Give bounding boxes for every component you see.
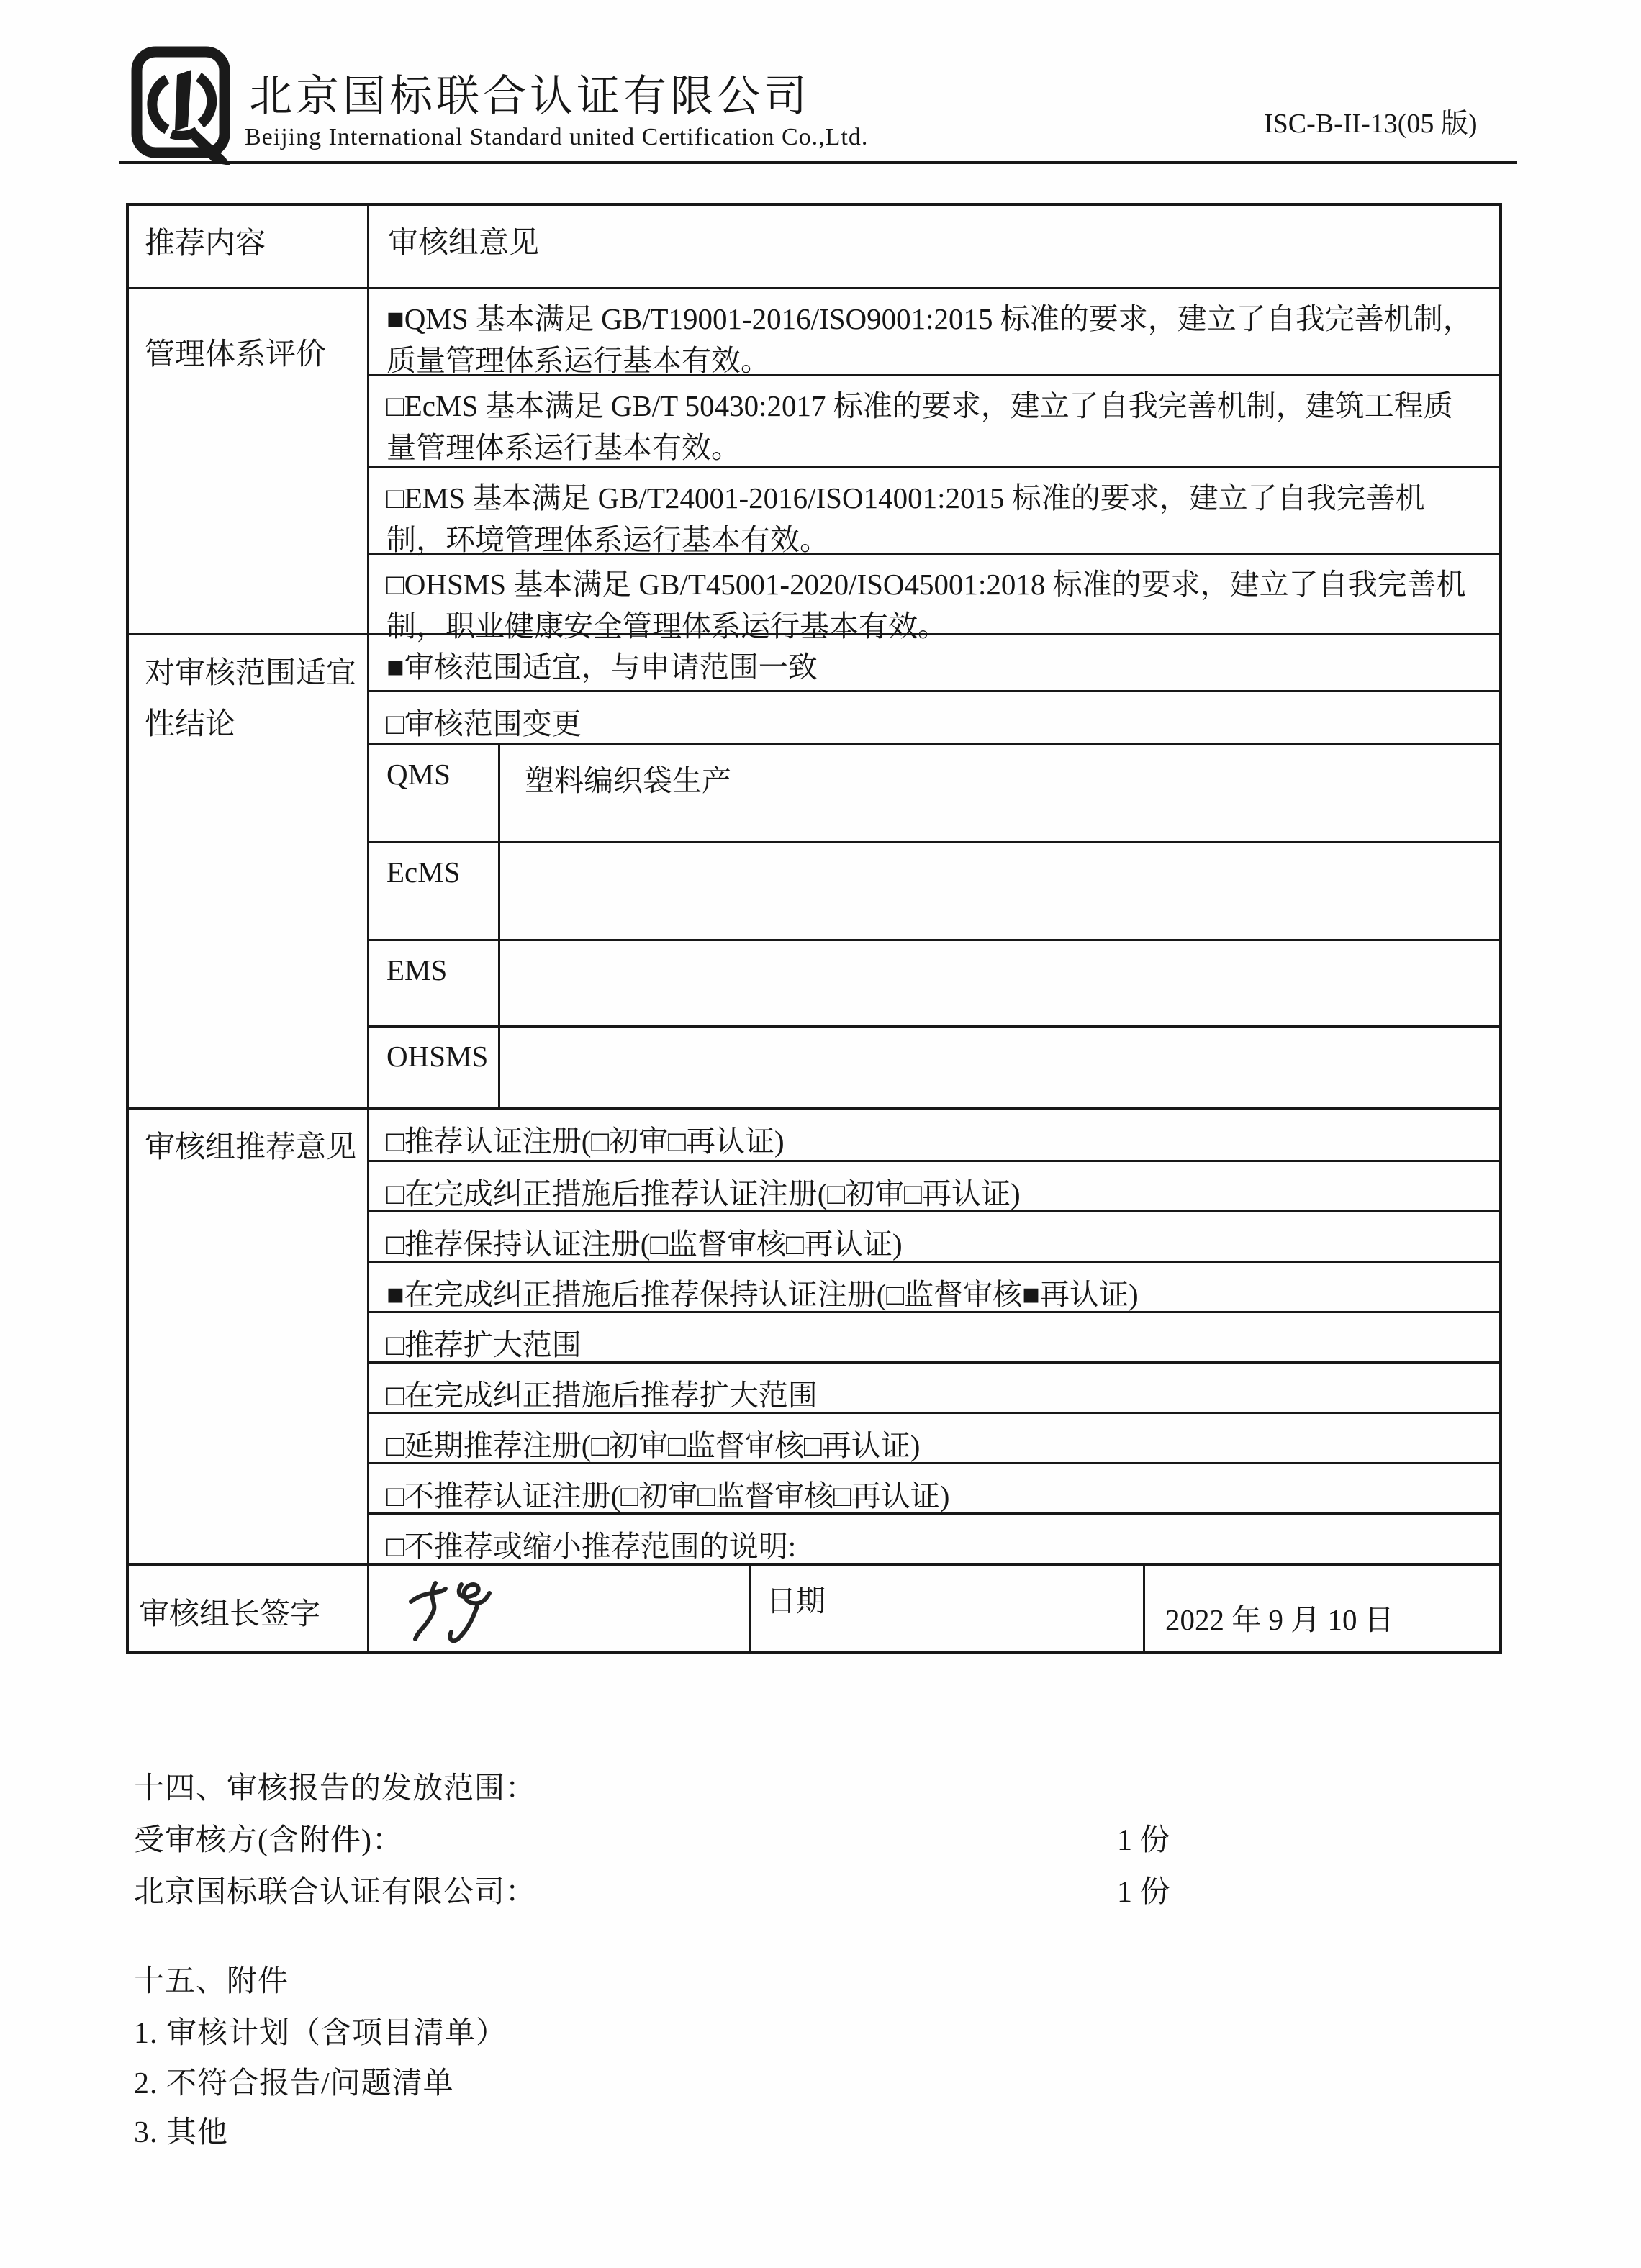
- recommendation-option: □推荐认证注册(□初审□再认证): [386, 1125, 785, 1158]
- evaluation-item-ohsms: □OHSMS 基本满足 GB/T45001-2020/ISO45001:2018 标准的要求，建立了自我完善机制，职业健康安全管理体系运行基本有效。: [369, 553, 1499, 633]
- row-label-line1: 对审核范围适宜: [145, 657, 357, 690]
- row-value: 审核组意见: [388, 227, 540, 260]
- row-label: [129, 635, 369, 1107]
- recommendation-option: □不推荐或缩小推荐范围的说明:: [369, 1512, 1499, 1563]
- scope-row-ohsms: [369, 1025, 1499, 1107]
- team-leader-signature: [369, 1566, 751, 1651]
- table-row: [129, 633, 1499, 1107]
- section15-title: 十五、附件: [134, 1965, 289, 1998]
- scope-system-value: [500, 1028, 1499, 1107]
- table-row: [129, 206, 1499, 287]
- row-label-line2: 性结论: [145, 708, 236, 742]
- distribution-copies: 1 份: [1117, 1876, 1170, 1909]
- row-label: 推荐内容: [129, 206, 369, 287]
- scope-system-label: OHSMS: [369, 1028, 500, 1107]
- recommendation-option: □在完成纠正措施后推荐认证注册(□初审□再认证): [369, 1160, 1499, 1210]
- row-label: 管理体系评价: [129, 289, 369, 633]
- table-row: [129, 287, 1499, 643]
- date-value: 2022 年 9 月 10 日: [1165, 1603, 1394, 1636]
- scope-system-value: 塑料编织袋生产: [525, 764, 731, 797]
- scope-option-suitable: ■审核范围适宜，与申请范围一致: [386, 650, 818, 684]
- recommendation-option: □不推荐认证注册(□初审□监督审核□再认证): [369, 1462, 1499, 1512]
- table-row: [129, 1107, 1499, 1563]
- distribution-recipient: 北京国标联合认证有限公司：: [134, 1876, 537, 1909]
- company-name-cn: 北京国标联合认证有限公司: [249, 73, 810, 120]
- recommendation-option-selected: ■在完成纠正措施后推荐保持认证注册(□监督审核■再认证): [369, 1261, 1499, 1311]
- signature-row: [129, 1563, 1499, 1651]
- scope-row-qms: [369, 743, 1499, 841]
- scope-system-label: QMS: [369, 745, 500, 841]
- section14-title: 十四、审核报告的发放范围：: [134, 1772, 537, 1805]
- scope-system-label: EMS: [369, 941, 500, 1025]
- audit-recommendation-table: [126, 203, 1502, 1654]
- attachment-item: 3. 其他: [134, 2116, 229, 2149]
- scope-system-value: [500, 941, 1499, 1025]
- scope-row-ems: [369, 939, 1499, 1025]
- evaluation-item-qms: ■QMS 基本满足 GB/T19001-2016/ISO9001:2015 标准的要求，建立了自我完善机制，质量管理体系运行基本有效。: [386, 302, 1473, 378]
- company-logo-icon: [128, 45, 238, 171]
- recommendation-option: □推荐扩大范围: [369, 1311, 1499, 1361]
- evaluation-item-ecms: □EcMS 基本满足 GB/T 50430:2017 标准的要求，建立了自我完善机制，建筑工程质量管理体系运行基本有效。: [369, 374, 1499, 466]
- attachment-item: 1. 审核计划（含项目清单）: [134, 2017, 507, 2050]
- distribution-copies: 1 份: [1117, 1824, 1170, 1857]
- signature-label: 审核组长签字: [129, 1566, 369, 1651]
- scope-option-changed: □审核范围变更: [369, 690, 1499, 743]
- scope-system-value: [500, 843, 1499, 939]
- distribution-recipient: 受审核方(含附件)：: [134, 1824, 403, 1857]
- evaluation-item-ems: □EMS 基本满足 GB/T24001-2016/ISO14001:2015 标准的要求，建立了自我完善机制，环境管理体系运行基本有效。: [369, 466, 1499, 553]
- scope-row-ecms: [369, 841, 1499, 939]
- recommendation-option: □推荐保持认证注册(□监督审核□再认证): [369, 1210, 1499, 1261]
- recommendation-option: □在完成纠正措施后推荐扩大范围: [369, 1361, 1499, 1412]
- document-code: ISC-B-II-13(05 版): [1264, 109, 1478, 139]
- attachment-item: 2. 不符合报告/问题清单: [134, 2067, 454, 2100]
- scope-system-label: EcMS: [369, 843, 500, 939]
- date-label: 日期: [751, 1566, 1145, 1651]
- company-name-en: Beijing International Standard united Certification Co.,Ltd.: [245, 124, 869, 150]
- recommendation-option: □延期推荐注册(□初审□监督审核□再认证): [369, 1412, 1499, 1462]
- header-divider: [119, 161, 1517, 164]
- row-label: 审核组推荐意见: [129, 1110, 369, 1563]
